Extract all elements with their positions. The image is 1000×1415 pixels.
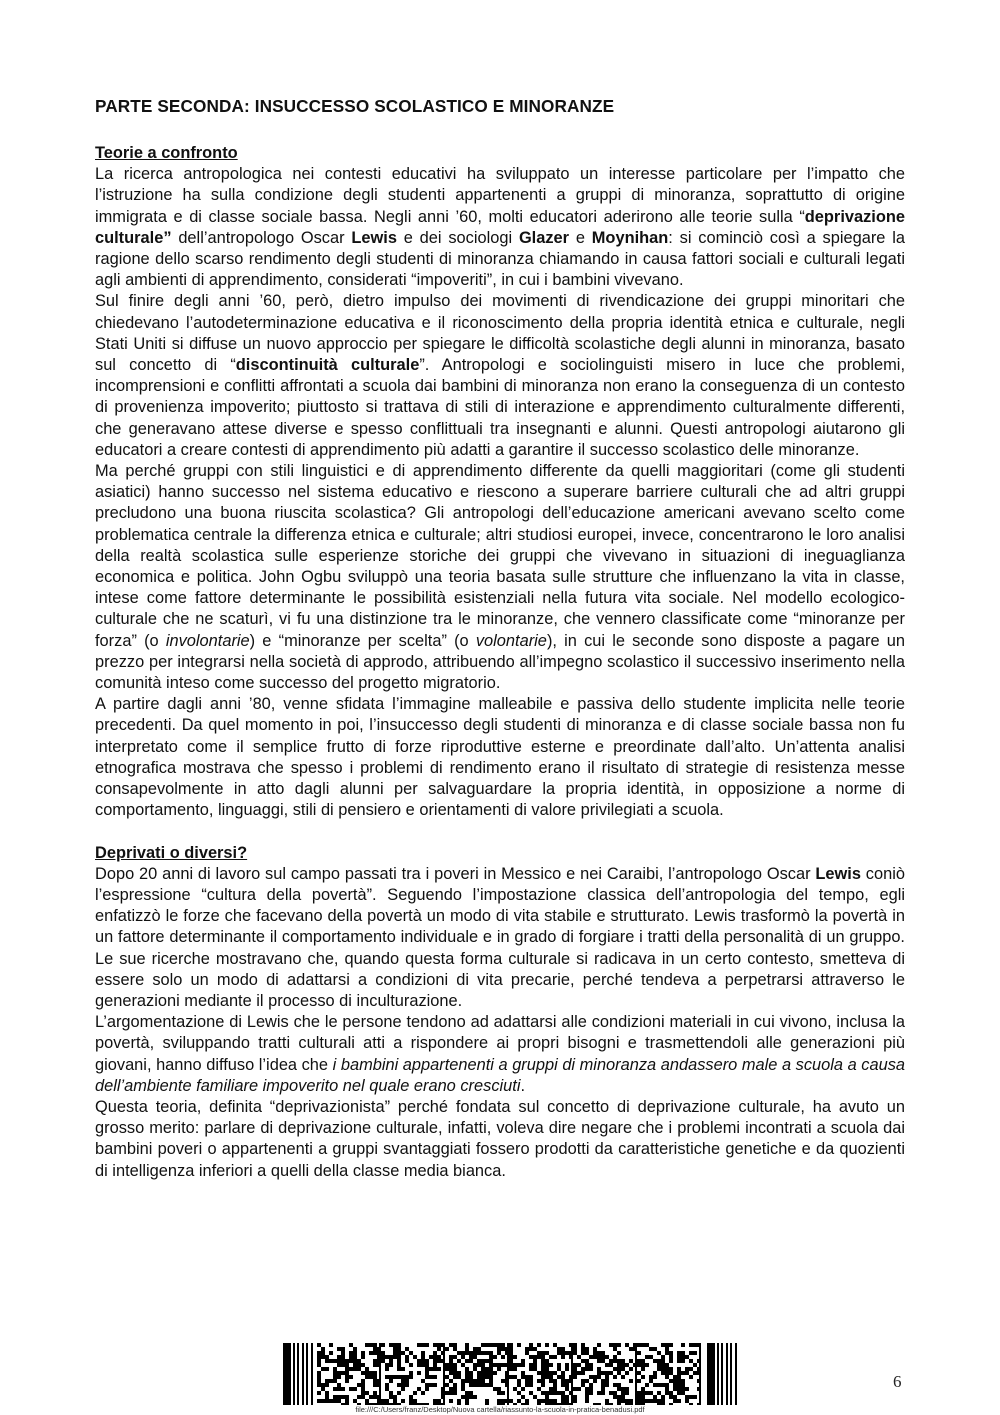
section-teorie [95, 143, 905, 822]
italic-text: involontarie [165, 631, 250, 650]
section-spacer [95, 822, 905, 843]
italic-text: i bambini appartenenti a gruppi di minoranza andassero male a scuola a causa dell’ambiente familiare impoverito nel quale erano cresciuti [95, 1055, 906, 1095]
page-title: PARTE SECONDA: INSUCCESSO SCOLASTICO E MINORANZE [95, 96, 615, 116]
bold-term: discontinuità culturale [235, 356, 420, 375]
paragraph: A partire dagli anni ’80, venne sfidata l’immagine malleabile e passiva dello studente implicita nelle teorie precedenti. Da quel momento in poi, l’insuccesso degli studenti di minoranza e di classe sociale bassa non fu interpretato come il semplice frutto di forze riproduttive esterne e preordinate dall’alto. Un’attenta analisi etnografica mostrava che spesso i problemi di rendimento erano il risultato di strategie di resistenza messe consapevolmente in atto dagli alunni per salvaguardare la propria identità, in opposizione a norme di comportamento, linguaggi, stili di pensiero e orientamenti di valore privilegiati a scuola. [95, 695, 905, 820]
section-deprivati [95, 843, 905, 1182]
paragraph: Ma perché gruppi con stili linguistici e di apprendimento differente da quelli maggioritari (come gli studenti asiatici) hanno successo nel sistema educativo e riescono a superare barriere culturali che ad altri gruppi precludono una buona riuscita scolastica? Gli antropologi dell’educazione americani avevano scelto come problematica centrale la differenza etnica e culturale; altri studiosi europei, invece, concentrarono le loro analisi della realtà scolastica sulle esperienze storiche dei gruppi che vivevano in situazioni di ineguaglianza economica e politica. John Ogbu sviluppò una teoria basata sulle strutture che influenzano la vita in classe, intese come fattore determinante le possibilità esistenziali nella futura vita sociale. Nel modello ecologico-culturale che ne scaturì, vi fu una distinzione tra le minoranze, che vennero classificate come “minoranze per forza” (o involontarie) e “minoranze per scelta” (o volontarie), in cui le seconde sono disposte a pagare un prezzo per integrarsi nella società di approdo, attribuendo all’impegno scolastico il successivo inserimento nella comunità inteso come successo del progetto migratorio. [95, 462, 905, 693]
document-page [95, 96, 905, 1182]
barcode-icon [283, 1343, 739, 1405]
paragraph: Dopo 20 anni di lavoro sul campo passati tra i poveri in Messico e nei Caraibi, l’antropologo Oscar Lewis coniò l’espressione “cultura della povertà”. Seguendo l’impostazione classica dell’antropologia del tempo, egli enfatizzò le forze che facevano della povertà un modo di vita stabile e strutturato. Lewis trasformò la povertà in un fattore determinante il comportamento individuale e in grado di forgiare i tratti della personalità di un gruppo. Le sue ricerche mostravano che, quando questa forma culturale si radicava in un certo contesto, smetteva di essere solo un modo di adattarsi a condizioni di vita precarie, perché tendeva a perpetrarsi attraverso le generazioni mediante il processo di inculturazione. [95, 864, 905, 1010]
paragraph: L’argomentazione di Lewis che le persone tendono ad adattarsi alle condizioni materiali in cui vivono, inclusa la povertà, sviluppando tratti culturali atti a rispondere ai propri bisogni e trasmettendoli alle generazioni più giovani, hanno diffuso l’idea che i bambini appartenenti a gruppi di minoranza andassero male a scuola a causa dell’ambiente familiare impoverito nel quale erano cresciuti. [95, 1013, 906, 1095]
paragraph: Questa teoria, definita “deprivazionista” perché fondata sul concetto di deprivazione culturale, ha avuto un grosso merito: parlare di deprivazione culturale, infatti, voleva dire negare che i problemi incontrati a scuola dai bambini poveri o appartenenti a gruppi svantaggiati fossero prodotti da caratteristiche genetiche e da quozienti di intelligenza inferiori a quelli della classe media bianca. [95, 1097, 905, 1180]
section-heading: Teorie a confronto [95, 144, 238, 162]
paragraph: La ricerca antropologica nei contesti educativi ha sviluppato un interesse particolare per l’impatto che l’istruzione ha sulla condizione degli studenti appartenenti a gruppi di minoranza, soprattutto di origine immigrata e di classe sociale bassa. Negli anni ’60, molti educatori aderirono alle teorie sulla “deprivazione culturale” dell’antropologo Oscar Lewis e dei sociologi Glazer e Moynihan: si cominciò così a spiegare la ragione dello scarso rendimento degli studenti di minoranza chiamando in causa fattori sociali e culturali legati agli ambienti di apprendimento, considerati “impoveriti”, in cui i bambini vivevano. [95, 165, 905, 290]
file-path: file:///C:/Users/franz/Desktop/Nuova cartella/riassunto-la-scuola-in-pratica-benadusi.pdf [355, 1405, 645, 1414]
italic-text: volontarie [475, 631, 547, 650]
bold-term: Glazer [518, 228, 570, 247]
section-heading: Deprivati o diversi? [95, 843, 248, 862]
bold-term: Moynihan [591, 228, 669, 247]
page-number: 6 [893, 1372, 902, 1391]
bold-term: Lewis [351, 228, 397, 247]
paragraph: Sul finire degli anni ’60, però, dietro impulso dei movimenti di rivendicazione dei gruppi minoritari che chiedevano l’autodeterminazione educativa e il riconoscimento della propria identità etnica e culturale, negli Stati Uniti si diffuse un nuovo approccio per spiegare le difficoltà scolastiche degli alunni in minoranza, basato sul concetto di “discontinuità culturale”. Antropologi e sociolinguisti misero in luce che problemi, incomprensioni e conflitti affrontati a scuola dai bambini di minoranza non erano la conseguenza di un contesto di provenienza impoverito; piuttosto si trattava di stili di interazione e apprendimento culturalmente differenti, che generavano attese diverse e spesso conflittuali tra insegnanti e alunni. Questi antropologi aiutarono gli educatori a creare contesti di apprendimento più adatti a garantire il successo scolastico delle minoranze. [95, 292, 905, 459]
bold-term: deprivazione culturale” [95, 207, 905, 247]
bold-term: Lewis [815, 864, 861, 883]
